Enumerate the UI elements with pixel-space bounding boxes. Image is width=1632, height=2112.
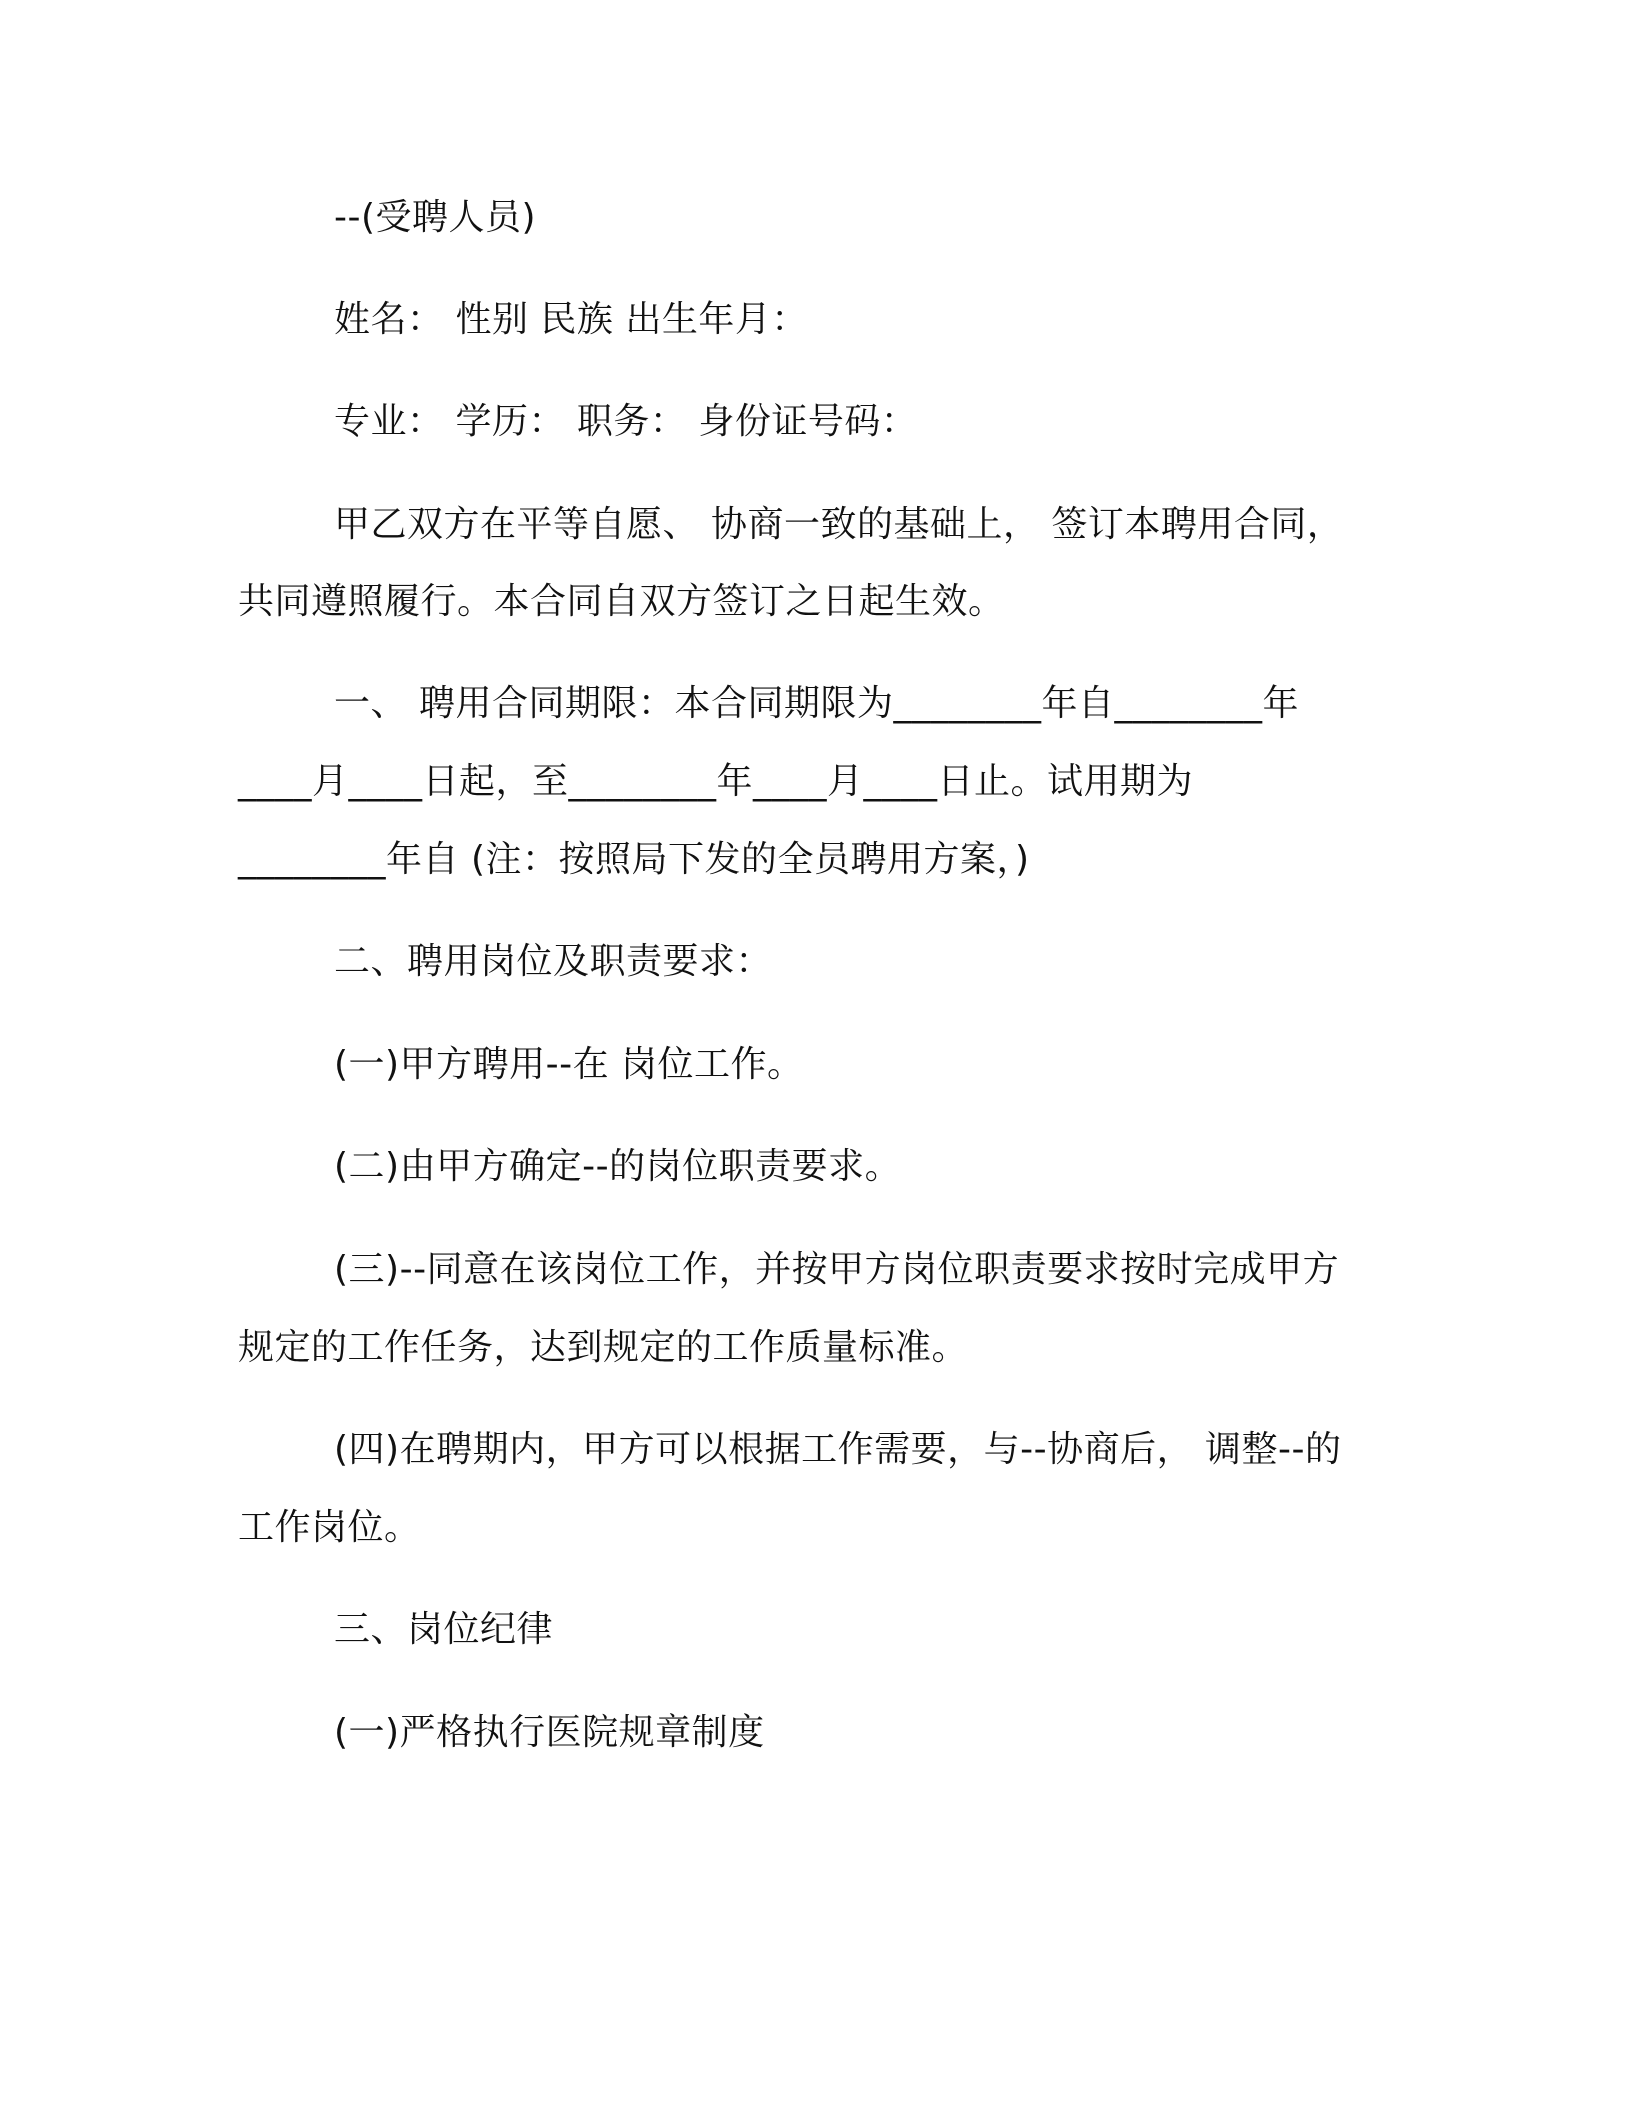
personal-info-line-2: 专业： 学历： 职务： 身份证号码： <box>334 401 918 442</box>
section-2-item-3-line-1: (三)--同意在该岗位工作，并按甲方岗位职责要求按时完成甲方 <box>334 1249 1340 1290</box>
section-2-heading: 二、聘用岗位及职责要求： <box>334 941 773 982</box>
personal-info-line-1: 姓名： 性别 民族 出生年月： <box>334 299 808 340</box>
section-2-item-4-line-2: 工作岗位。 <box>238 1507 421 1548</box>
section-1-line-3: ________年自 (注：按照局下发的全员聘用方案，) <box>238 839 1030 880</box>
section-3-item-1: (一)严格执行医院规章制度 <box>334 1712 765 1753</box>
section-1-line-2: ____月____日起，至________年____月____日止。试用期为 <box>238 761 1194 802</box>
header-line: --(受聘人员) <box>334 197 537 238</box>
intro-paragraph-line-1: 甲乙双方在平等自愿、 协商一致的基础上， 签订本聘用合同， <box>334 504 1344 545</box>
intro-paragraph-line-2: 共同遵照履行。本合同自双方签订之日起生效。 <box>238 581 1005 622</box>
section-2-item-4-line-1: (四)在聘期内，甲方可以根据工作需要，与--协商后， 调整--的 <box>334 1429 1342 1470</box>
section-1-line-1: 一、 聘用合同期限：本合同期限为________年自________年 <box>334 683 1299 724</box>
section-3-heading: 三、岗位纪律 <box>334 1609 554 1650</box>
section-2-item-1: (一)甲方聘用--在 岗位工作。 <box>334 1044 804 1085</box>
section-2-item-2: (二)由甲方确定--的岗位职责要求。 <box>334 1146 902 1187</box>
section-2-item-3-line-2: 规定的工作任务，达到规定的工作质量标准。 <box>238 1327 969 1368</box>
